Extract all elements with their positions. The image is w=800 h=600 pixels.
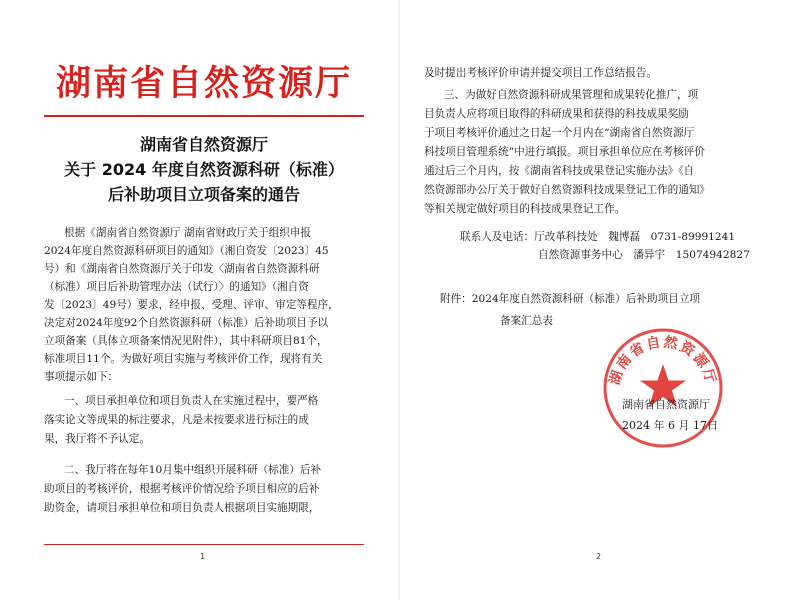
footer-divider [44,544,364,545]
body-line: 于项目考核评价通过之日起一个月内在“湖南省自然资源厅 [424,127,695,139]
body-line: 根据《湖南省自然资源厅 湖南省财政厅关于组织申报 [64,227,312,239]
doc-title-line1: 湖南省自然资源厅 [139,135,268,154]
contact-line: 自然资源事务中心 潘异宇 15074942827 [538,249,750,261]
body-line: 三、为做好自然资源科研成果管理和成果转化推广，项 [444,89,699,101]
document-page-2 [400,0,800,600]
body-line: 通过后三个月内，按《湖南省科技成果登记实施办法》《自 [424,165,695,177]
issuer-name: 湖南省自然资源厅 [622,398,710,411]
body-line: 科技项目管理系统”中进行填报。项目承担单位应在考核评价 [424,146,705,158]
body-line: 号）和《湖南省自然资源厅关于印发〈湖南省自然资源科研 [44,263,320,275]
body-line: 决定对2024年度92个自然资源科研（标准）后补助项目予以 [44,317,329,329]
body-line: 事项提示如下： [44,371,119,383]
body-line: 果，我厅将不予认定。 [44,433,150,445]
doc-title-line2: 关于 2024 年度自然资源科研（标准） [64,160,344,179]
body-line: 助资金，请项目承担单位和项目负责人根据项目实施期限， [44,502,320,514]
body-line: 然资源部办公厅关于做好自然资源科技成果登记工作的通知》 [424,184,711,196]
body-line: 一、项目承担单位和项目负责人在实施过程中，要严格 [64,395,319,407]
body-line: 目负责人应将项目取得的科研成果和获得的科技成果奖励 [424,108,689,120]
seal-text: 湖南省自然资源厅 [607,334,719,387]
contact-line: 联系人及电话：厅改革科技处 魏博磊 0731-89991241 [460,231,736,243]
body-line: 发〔2023〕49号）要求，经申报、受理、评审、审定等程序， [44,299,339,311]
page-number: 1 [200,552,206,561]
body-line: 立项备案（具体立项备案情况见附件），其中科研项目81个， [44,335,328,347]
body-line: 等相关规定做好项目的科技成果登记工作。 [424,203,626,215]
body-line: 二、我厅将在每年10月集中组织开展科研（标准）后补 [64,464,322,476]
attachment-line: 备案汇总表 [500,315,553,327]
doc-title-line3: 后补助项目立项备案的通告 [107,185,300,204]
body-line: 及时提出考核评价申请并提交项目工作总结报告。 [424,67,658,79]
body-line: （标准）项目后补助管理办法（试行）〉的通知》（湘自资 [44,281,309,293]
issue-date: 2024 年 6 月 17日 [622,419,718,432]
page-number: 2 [596,552,602,561]
header-divider [44,115,364,117]
header-org-name: 湖南省自然资源厅 [55,64,352,104]
body-line: 助项目的考核评价，根据考核评价情况给予项目相应的后补 [44,483,320,495]
body-line: 2024年度自然资源科研项目的通知》（湘自资发〔2023〕45 [44,245,329,257]
body-line: 落实论文等成果的标注要求，凡是未按要求进行标注的成 [44,414,309,426]
attachment-line: 附件：2024年度自然资源科研（标准）后补助项目立项 [440,293,701,305]
body-line: 标准项目11个。为做好项目实施与考核评价工作，现将有关 [44,353,323,365]
